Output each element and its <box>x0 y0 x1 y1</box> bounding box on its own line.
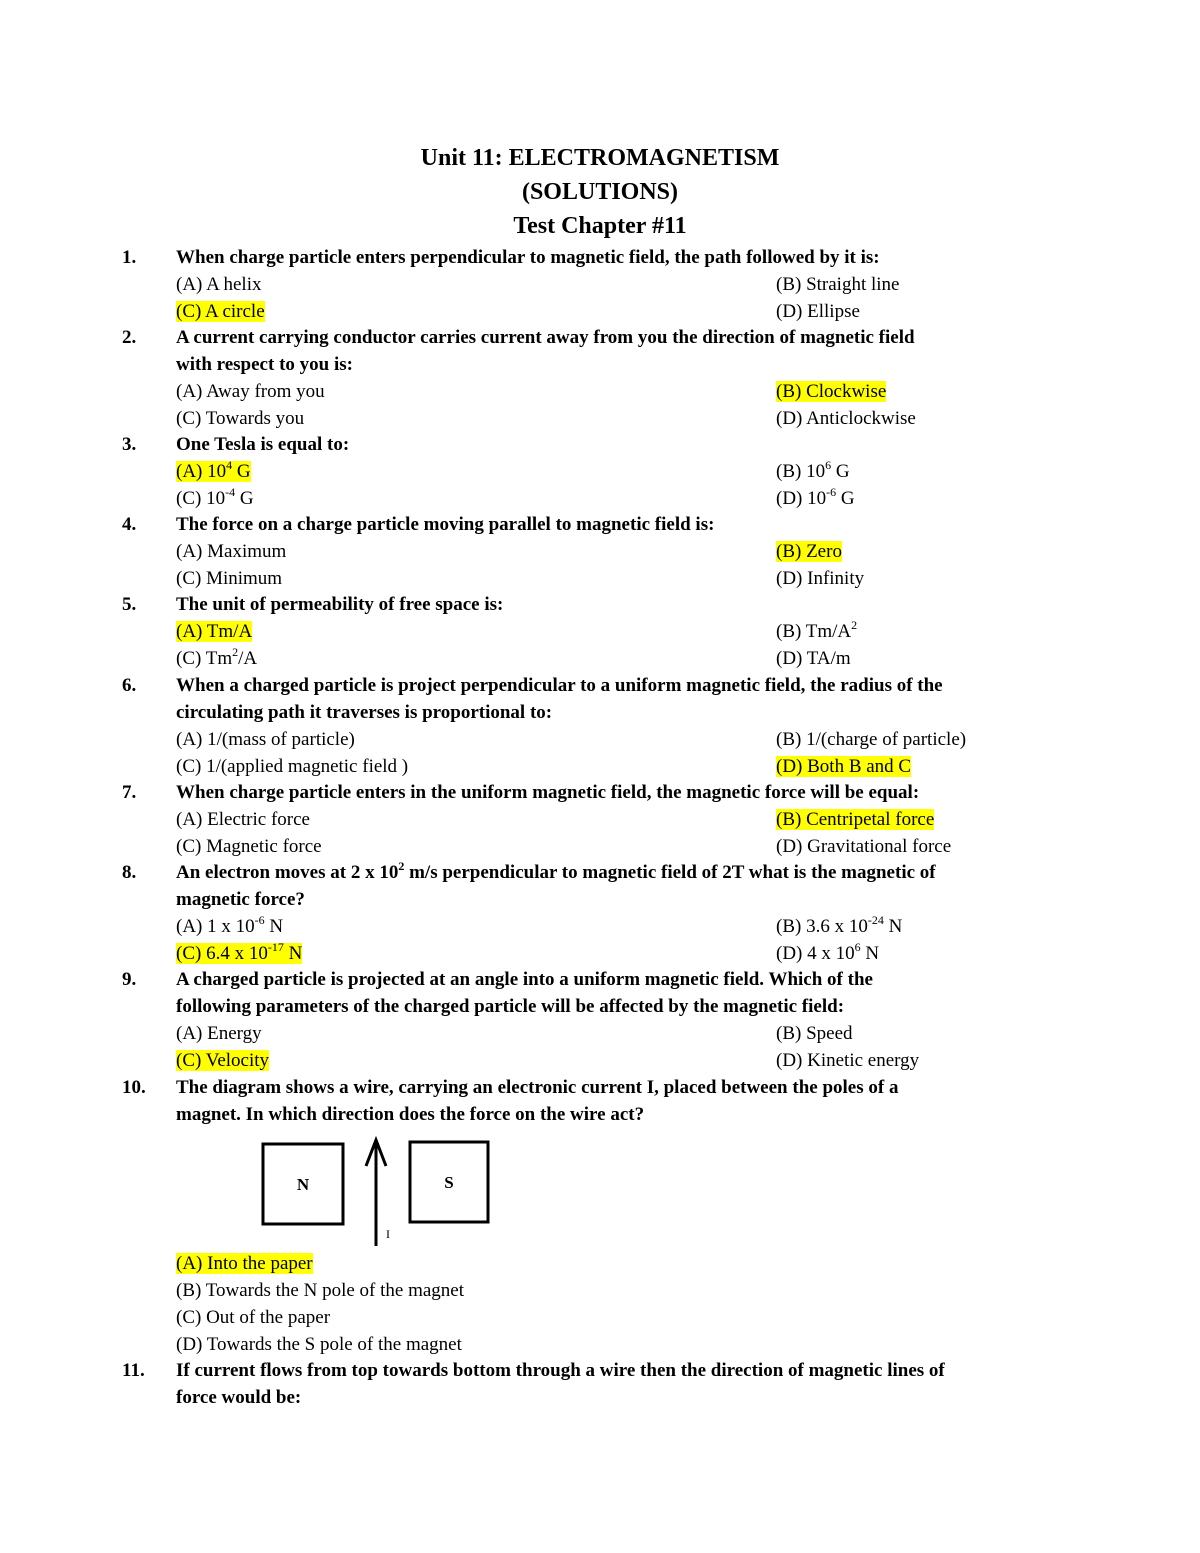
question-text: The diagram shows a wire, carrying an electronic current I, placed between the poles of a <box>176 1077 899 1098</box>
option-c: (C) Minimum <box>176 568 283 589</box>
option-a-correct: (A) $10^4$ G <box>176 457 251 482</box>
option-a: (A) A helix <box>176 274 262 295</box>
option-c-correct: (C) 6.4 x $10^{-17}$ N <box>176 939 303 964</box>
option-c: (C) 1/(applied magnetic field ) <box>176 756 409 777</box>
title-line-3: Test Chapter #11 <box>513 213 687 239</box>
option-d: (D) $10^{-6}$ G <box>776 484 855 509</box>
option-d: (D) Towards the S pole of the magnet <box>176 1334 462 1355</box>
option-c: (C) Towards you <box>176 408 305 429</box>
option-c: (C) $10^{-4}$ G <box>176 484 254 509</box>
title-line-1: Unit 11: ELECTROMAGNETISM <box>420 145 780 171</box>
question-number: 2. <box>122 327 137 348</box>
question-number: 10. <box>122 1077 146 1098</box>
option-c: (C) Out of the paper <box>176 1307 331 1328</box>
question-text: When charge particle enters perpendicular to magnetic field, the path followed by it is: <box>176 247 880 268</box>
question-number: 5. <box>122 594 137 615</box>
question-text: A current carrying conductor carries current away from you the direction of magnetic field <box>176 327 915 348</box>
question-text-cont: circulating path it traverses is proportional to: <box>176 702 553 723</box>
option-b: (B) Towards the N pole of the magnet <box>176 1280 464 1301</box>
option-a: (A) 1/(mass of particle) <box>176 729 355 750</box>
option-a: (A) Energy <box>176 1023 262 1044</box>
title-line-2: (SOLUTIONS) <box>521 179 679 205</box>
option-b: (B) Straight line <box>776 274 900 295</box>
option-b: (B) 1/(charge of particle) <box>776 729 967 750</box>
option-b-correct: (B) Zero <box>776 541 842 562</box>
question-number: 7. <box>122 782 137 803</box>
question-text: An electron moves at 2 x $10^2$ m/s perpendicular to magnetic field of 2T what is the magnetic of <box>176 858 936 883</box>
option-d: (D) Anticlockwise <box>776 408 916 429</box>
option-d: (D) Ellipse <box>776 301 860 322</box>
question-text-cont: magnetic force? <box>176 889 305 910</box>
option-a: (A) Maximum <box>176 541 287 562</box>
option-d: (D) Gravitational force <box>776 836 952 857</box>
question-text: When a charged particle is project perpendicular to a uniform magnetic field, the radius of the <box>176 675 943 696</box>
question-text: One Tesla is equal to: <box>176 434 350 455</box>
question-number: 1. <box>122 247 137 268</box>
option-c-correct: (C) Velocity <box>176 1050 270 1071</box>
option-c: (C) Magnetic force <box>176 836 322 857</box>
option-a-correct: (A) Tm/A <box>176 621 253 642</box>
option-d: (D) 4 x $10^6$ N <box>776 939 880 964</box>
question-number: 6. <box>122 675 137 696</box>
north-pole-label: N <box>296 1175 310 1194</box>
option-b: (B) Speed <box>776 1023 853 1044</box>
option-b-correct: (B) Centripetal force <box>776 809 935 830</box>
option-b: (B) 3.6 x $10^{-24}$ N <box>776 912 903 937</box>
question-number: 11. <box>122 1360 145 1381</box>
option-d-correct: (D) Both B and C <box>776 756 912 777</box>
question-text-cont: magnet. In which direction does the force on the wire act? <box>176 1104 645 1125</box>
question-number: 4. <box>122 514 137 535</box>
option-d: (D) TA/m <box>776 648 851 669</box>
option-b-correct: (B) Clockwise <box>776 381 887 402</box>
question-text: When charge particle enters in the uniform magnetic field, the magnetic force will be equal: <box>176 782 920 803</box>
question-text-cont: following parameters of the charged particle will be affected by the magnetic field: <box>176 996 845 1017</box>
option-a-correct: (A) Into the paper <box>176 1253 313 1274</box>
question-text-cont: with respect to you is: <box>176 354 353 375</box>
option-b: (B) $Tm/A^2$ <box>776 617 858 642</box>
option-d: (D) Infinity <box>776 568 865 589</box>
option-d: (D) Kinetic energy <box>776 1050 920 1071</box>
question-number: 8. <box>122 862 137 883</box>
south-pole-label: S <box>444 1173 454 1192</box>
question-text-cont: force would be: <box>176 1387 302 1408</box>
option-a: (A) 1 x $10^{-6}$ N <box>176 912 284 937</box>
question-number: 3. <box>122 434 137 455</box>
option-a: (A) Away from you <box>176 381 325 402</box>
option-a: (A) Electric force <box>176 809 310 830</box>
magnet-wire-diagram <box>258 1136 498 1248</box>
question-number: 9. <box>122 969 137 990</box>
current-label: I <box>386 1227 390 1241</box>
question-text: If current flows from top towards bottom through a wire then the direction of magnetic lines of <box>176 1360 945 1381</box>
option-b: (B) $10^6$ G <box>776 457 850 482</box>
question-text: A charged particle is projected at an angle into a uniform magnetic field. Which of the <box>176 969 873 990</box>
option-c-correct: (C) A circle <box>176 301 265 322</box>
question-text: The force on a charge particle moving parallel to magnetic field is: <box>176 514 715 535</box>
option-c: (C) Tm$^2$/A <box>176 644 258 669</box>
question-text: The unit of permeability of free space is: <box>176 594 504 615</box>
